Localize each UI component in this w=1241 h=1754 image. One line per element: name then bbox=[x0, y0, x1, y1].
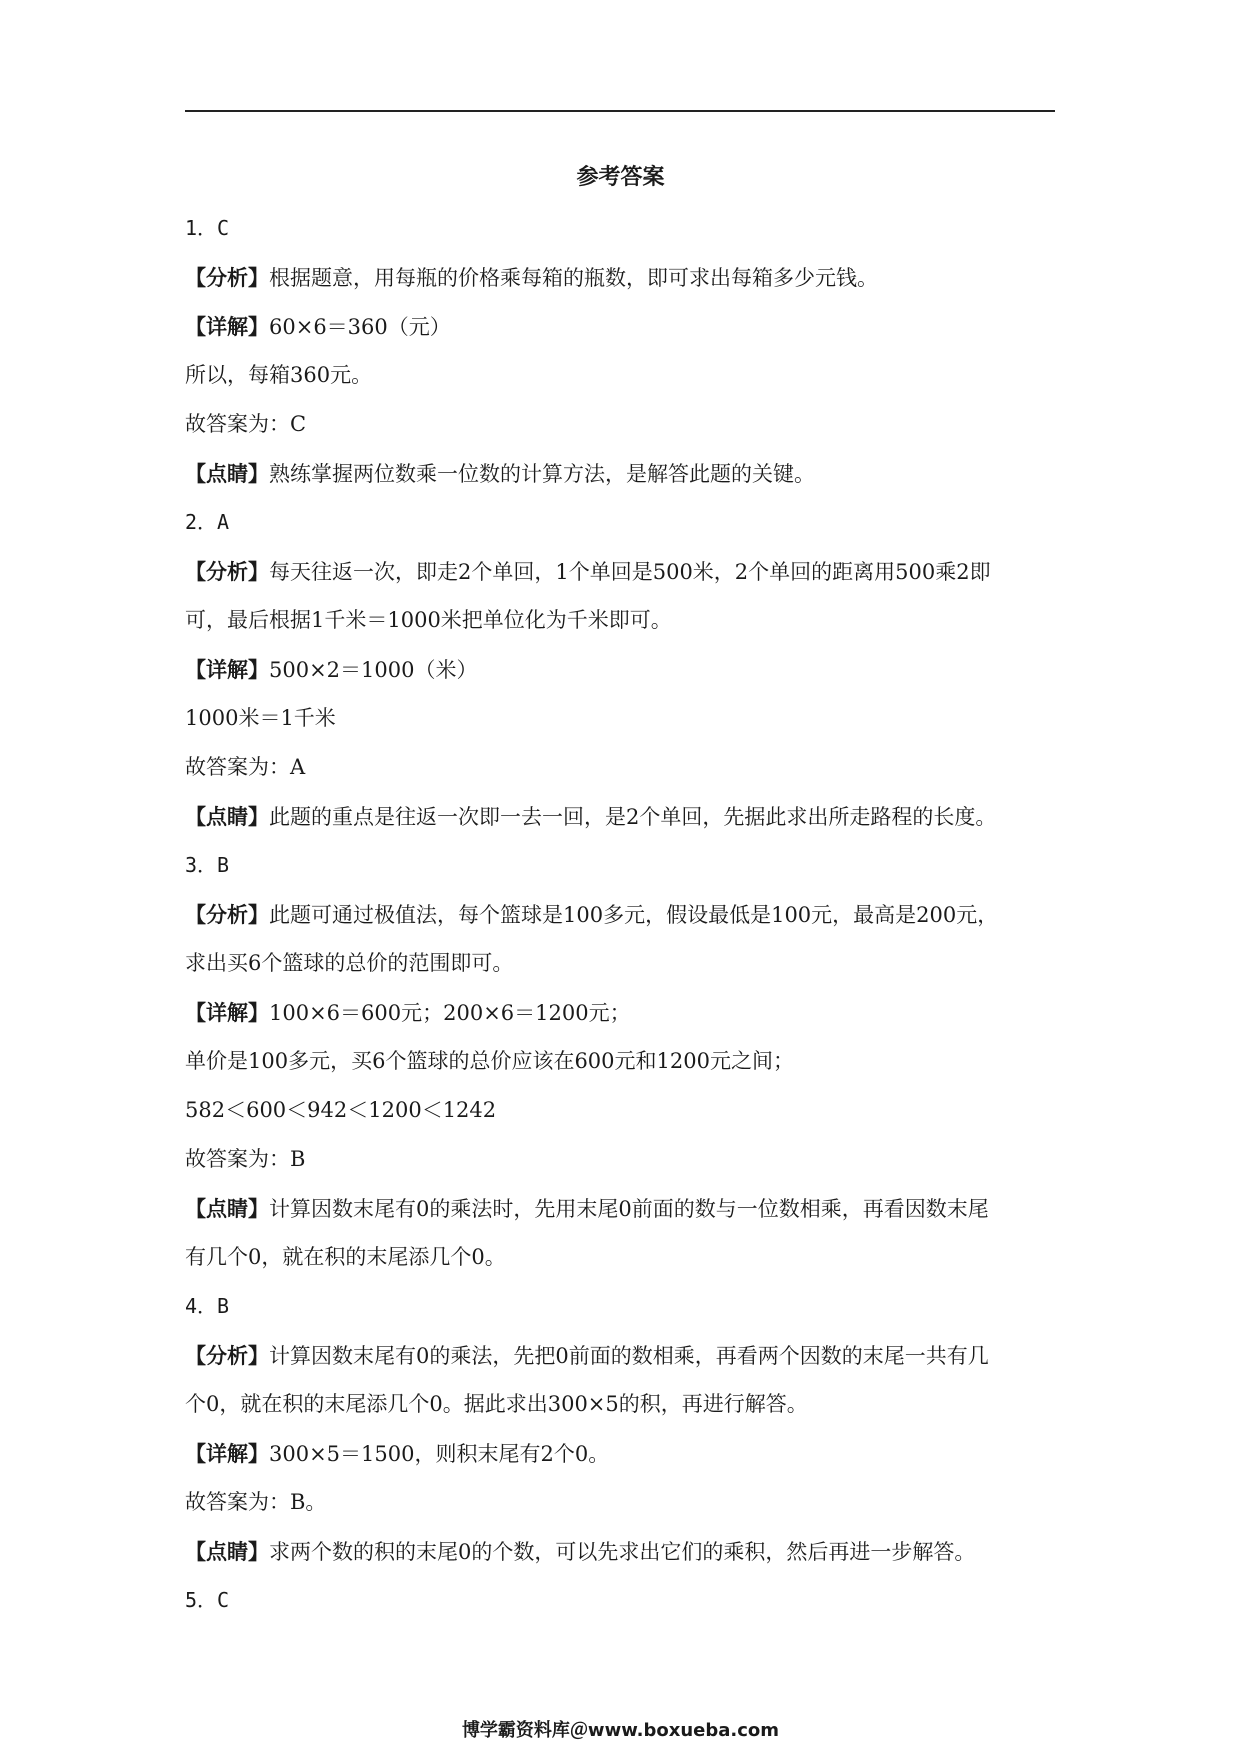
detail-text: 582＜600＜942＜1200＜1242 bbox=[185, 1098, 497, 1122]
analysis-tag: 【分析】 bbox=[185, 559, 269, 584]
analysis-text: 每天往返一次，即走2个单回，1个单回是500米，2个单回的距离用500乘2即 bbox=[269, 560, 991, 584]
tip-text: 求两个数的积的末尾0的个数，可以先求出它们的乘积，然后再进一步解答。 bbox=[269, 1540, 976, 1564]
conclusion-text: 故答案为：B。 bbox=[185, 1490, 327, 1514]
tip-line bbox=[185, 792, 1055, 841]
analysis-tag: 【分析】 bbox=[185, 1343, 269, 1368]
detail-text: 300×5＝1500，则积末尾有2个0。 bbox=[269, 1442, 610, 1466]
analysis-text: 根据题意，用每瓶的价格乘每箱的瓶数，即可求出每箱多少元钱。 bbox=[269, 266, 878, 290]
detail-tag: 【详解】 bbox=[185, 1441, 269, 1466]
detail-line bbox=[185, 1429, 1055, 1478]
page-title: 参考答案 bbox=[576, 165, 665, 190]
footer-watermark: 博学霸资料库＠www.boxueba.com bbox=[461, 1720, 780, 1741]
analysis-text: 个0，就在积的末尾添几个0。据此求出300×5的积，再进行解答。 bbox=[185, 1392, 808, 1416]
answer-number: 4．B bbox=[185, 1294, 230, 1318]
detail-text: 60×6＝360（元） bbox=[269, 315, 451, 339]
detail-line bbox=[185, 302, 1055, 351]
analysis-text: 可，最后根据1千米＝1000米把单位化为千米即可。 bbox=[185, 608, 672, 632]
analysis-text: 此题可通过极值法，每个篮球是100多元，假设最低是100元，最高是200元， bbox=[269, 903, 999, 927]
detail-text: 单价是100多元，买6个篮球的总价应该在600元和1200元之间； bbox=[185, 1049, 794, 1073]
conclusion-text: 故答案为：A bbox=[185, 755, 306, 779]
detail-tag: 【详解】 bbox=[185, 657, 269, 682]
detail-text: 1000米＝1千米 bbox=[185, 706, 336, 730]
tip-text: 熟练掌握两位数乘一位数的计算方法，是解答此题的关键。 bbox=[269, 462, 815, 486]
analysis-text: 计算因数末尾有0的乘法，先把0前面的数相乘，再看两个因数的末尾一共有几 bbox=[269, 1344, 989, 1368]
header-rule bbox=[185, 110, 1055, 112]
conclusion-text: 故答案为：C bbox=[185, 412, 307, 436]
detail-line bbox=[185, 645, 1055, 694]
tip-text: 此题的重点是往返一次即一去一回，是2个单回，先据此求出所走路程的长度。 bbox=[269, 805, 997, 829]
analysis-line bbox=[185, 547, 1055, 596]
answer-number: 3．B bbox=[185, 853, 230, 877]
answer-list bbox=[185, 204, 1055, 1625]
tip-line bbox=[185, 1184, 1055, 1233]
detail-tag: 【详解】 bbox=[185, 1000, 269, 1025]
detail-text: 100×6＝600元；200×6＝1200元； bbox=[269, 1001, 631, 1025]
analysis-line bbox=[185, 890, 1055, 939]
answer-number: 2．A bbox=[185, 510, 230, 534]
answer-number: 1．C bbox=[185, 216, 230, 240]
analysis-text: 求出买6个篮球的总价的范围即可。 bbox=[185, 951, 514, 975]
tip-tag: 【点睛】 bbox=[185, 461, 269, 486]
detail-tag: 【详解】 bbox=[185, 314, 269, 339]
answer-number: 5．C bbox=[185, 1588, 230, 1612]
tip-tag: 【点睛】 bbox=[185, 1196, 269, 1221]
analysis-tag: 【分析】 bbox=[185, 902, 269, 927]
analysis-line bbox=[185, 253, 1055, 302]
conclusion-text: 故答案为：B bbox=[185, 1147, 306, 1171]
tip-tag: 【点睛】 bbox=[185, 1539, 269, 1564]
detail-text: 500×2＝1000（米） bbox=[269, 658, 478, 682]
detail-line bbox=[185, 988, 1055, 1037]
tip-text: 有几个0，就在积的末尾添几个0。 bbox=[185, 1245, 506, 1269]
tip-tag: 【点睛】 bbox=[185, 804, 269, 829]
analysis-tag: 【分析】 bbox=[185, 265, 269, 290]
tip-line bbox=[185, 1527, 1055, 1576]
tip-text: 计算因数末尾有0的乘法时，先用末尾0前面的数与一位数相乘，再看因数末尾 bbox=[269, 1197, 989, 1221]
detail-text: 所以，每箱360元。 bbox=[185, 363, 373, 387]
analysis-line bbox=[185, 1331, 1055, 1380]
tip-line bbox=[185, 449, 1055, 498]
